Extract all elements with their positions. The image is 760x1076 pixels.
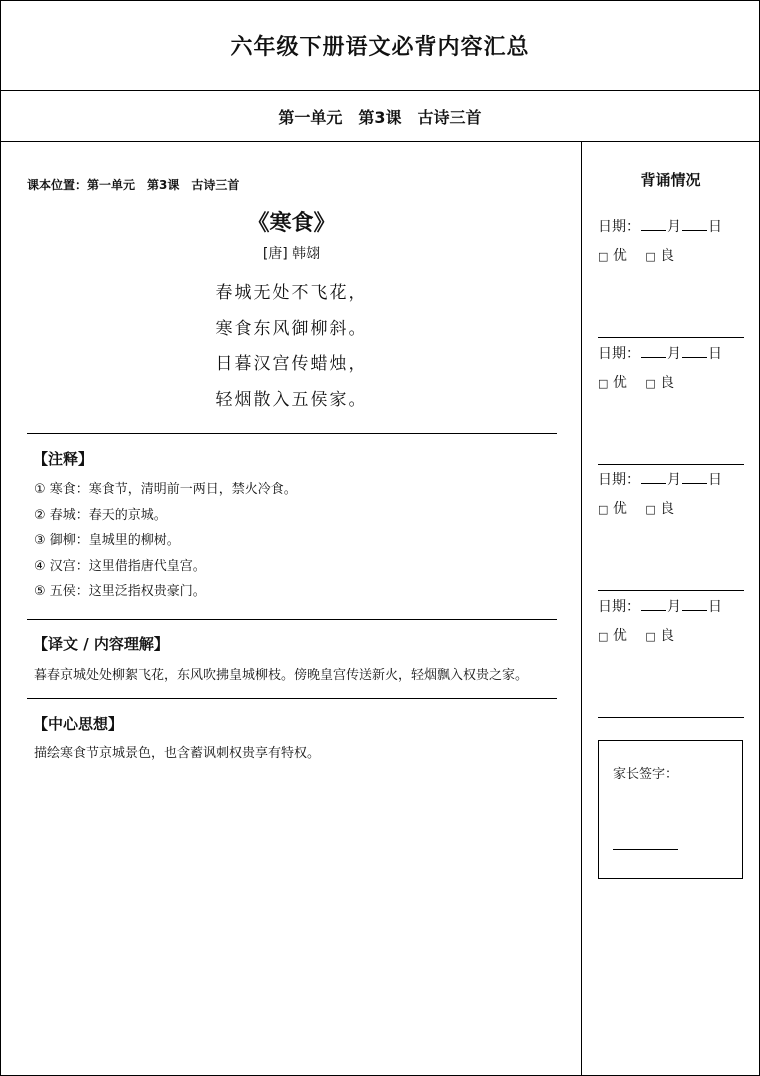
divider [27,433,557,434]
date-row [598,216,746,245]
divider [598,464,744,465]
date-row [598,469,746,498]
day-label: 日 [708,599,722,615]
day-blank[interactable] [682,598,707,611]
theme-text: 描绘寒食节京城景色，也含蓄讽刺权贵享有特权。 [34,746,321,761]
divider [598,337,744,338]
date-label: 日期： [598,472,640,488]
date-row [598,596,746,625]
signature-line[interactable] [613,849,678,850]
month-blank[interactable] [641,345,666,358]
recitation-record [598,216,746,265]
poem-line: 寒食东风御柳斜。 [215,318,368,339]
lesson-subtitle: 第一单元 第3课 古诗三首 [1,91,759,142]
page-title: 六年级下册语文必背内容汇总 [1,1,759,91]
checkbox-good[interactable]: □ [598,377,609,390]
option-fair-label: 良 [660,501,675,517]
grade-options [598,625,746,645]
checkbox-fair[interactable]: □ [645,630,656,643]
option-good-label: 优 [612,628,627,644]
date-label: 日期： [598,599,640,615]
day-blank[interactable] [682,345,707,358]
month-blank[interactable] [641,218,666,231]
translation-text: 暮春京城处处柳絮飞花，东风吹拂皇城柳枝。傍晚皇宫传送新火，轻烟飘入权贵之家。 [34,668,529,683]
signature-label: 家长签字： [613,767,679,782]
month-label: 月 [667,219,681,235]
note-item: ① 寒食：寒食节，清明前一两日，禁火冷食。 [34,482,297,497]
translation-heading: 【译文 / 内容理解】 [33,635,169,653]
checkbox-good[interactable]: □ [598,250,609,263]
recitation-record [598,343,746,392]
poem-title: 《寒食》 [247,210,336,236]
poem-line: 轻烟散入五侯家。 [215,389,368,410]
note-item: ② 春城：春天的京城。 [34,507,167,523]
month-blank[interactable] [641,598,666,611]
checkbox-fair[interactable]: □ [645,503,656,516]
main-column [1,142,582,1075]
recitation-record [598,469,746,518]
note-item: ④ 汉宫：这里借指唐代皇宫。 [34,558,206,574]
poem-line: 春城无处不飞花， [215,283,368,303]
content-area [1,142,759,1075]
divider [27,698,557,699]
recitation-record [598,596,746,645]
option-fair-label: 良 [660,628,675,644]
checkbox-good[interactable]: □ [598,503,609,516]
option-fair-label: 良 [660,248,675,264]
grade-options [598,372,746,392]
recitation-column [582,142,759,1075]
month-blank[interactable] [641,471,666,484]
day-blank[interactable] [682,218,707,231]
grade-options [598,245,746,265]
month-label: 月 [667,346,681,362]
theme-heading: 【中心思想】 [33,715,124,733]
option-good-label: 优 [612,248,627,264]
checkbox-fair[interactable]: □ [645,377,656,390]
poem-line: 日暮汉宫传蜡烛， [215,354,368,374]
checkbox-good[interactable]: □ [598,630,609,643]
month-label: 月 [667,599,681,615]
divider [598,590,744,591]
option-fair-label: 良 [660,375,675,391]
recitation-title: 背诵情况 [640,171,701,189]
option-good-label: 优 [612,375,627,391]
month-label: 月 [667,472,681,488]
poem-body [1,280,582,422]
textbook-location: 课本位置：第一单元 第3课 古诗三首 [27,178,240,192]
date-label: 日期： [598,219,640,235]
notes-list [34,478,297,606]
divider [598,717,744,718]
poem-author: [唐] 韩翃 [262,246,321,262]
date-row [598,343,746,372]
note-item: ③ 御柳：皇城里的柳树。 [34,533,180,548]
day-blank[interactable] [682,471,707,484]
grade-options [598,498,746,518]
parent-signature-box [598,740,743,879]
option-good-label: 优 [612,501,627,517]
divider [27,619,557,620]
note-item: ⑤ 五侯：这里泛指权贵豪门。 [34,584,206,599]
date-label: 日期： [598,346,640,362]
checkbox-fair[interactable]: □ [645,250,656,263]
day-label: 日 [708,219,722,235]
day-label: 日 [708,346,722,362]
day-label: 日 [708,472,722,488]
notes-heading: 【注释】 [33,450,94,468]
